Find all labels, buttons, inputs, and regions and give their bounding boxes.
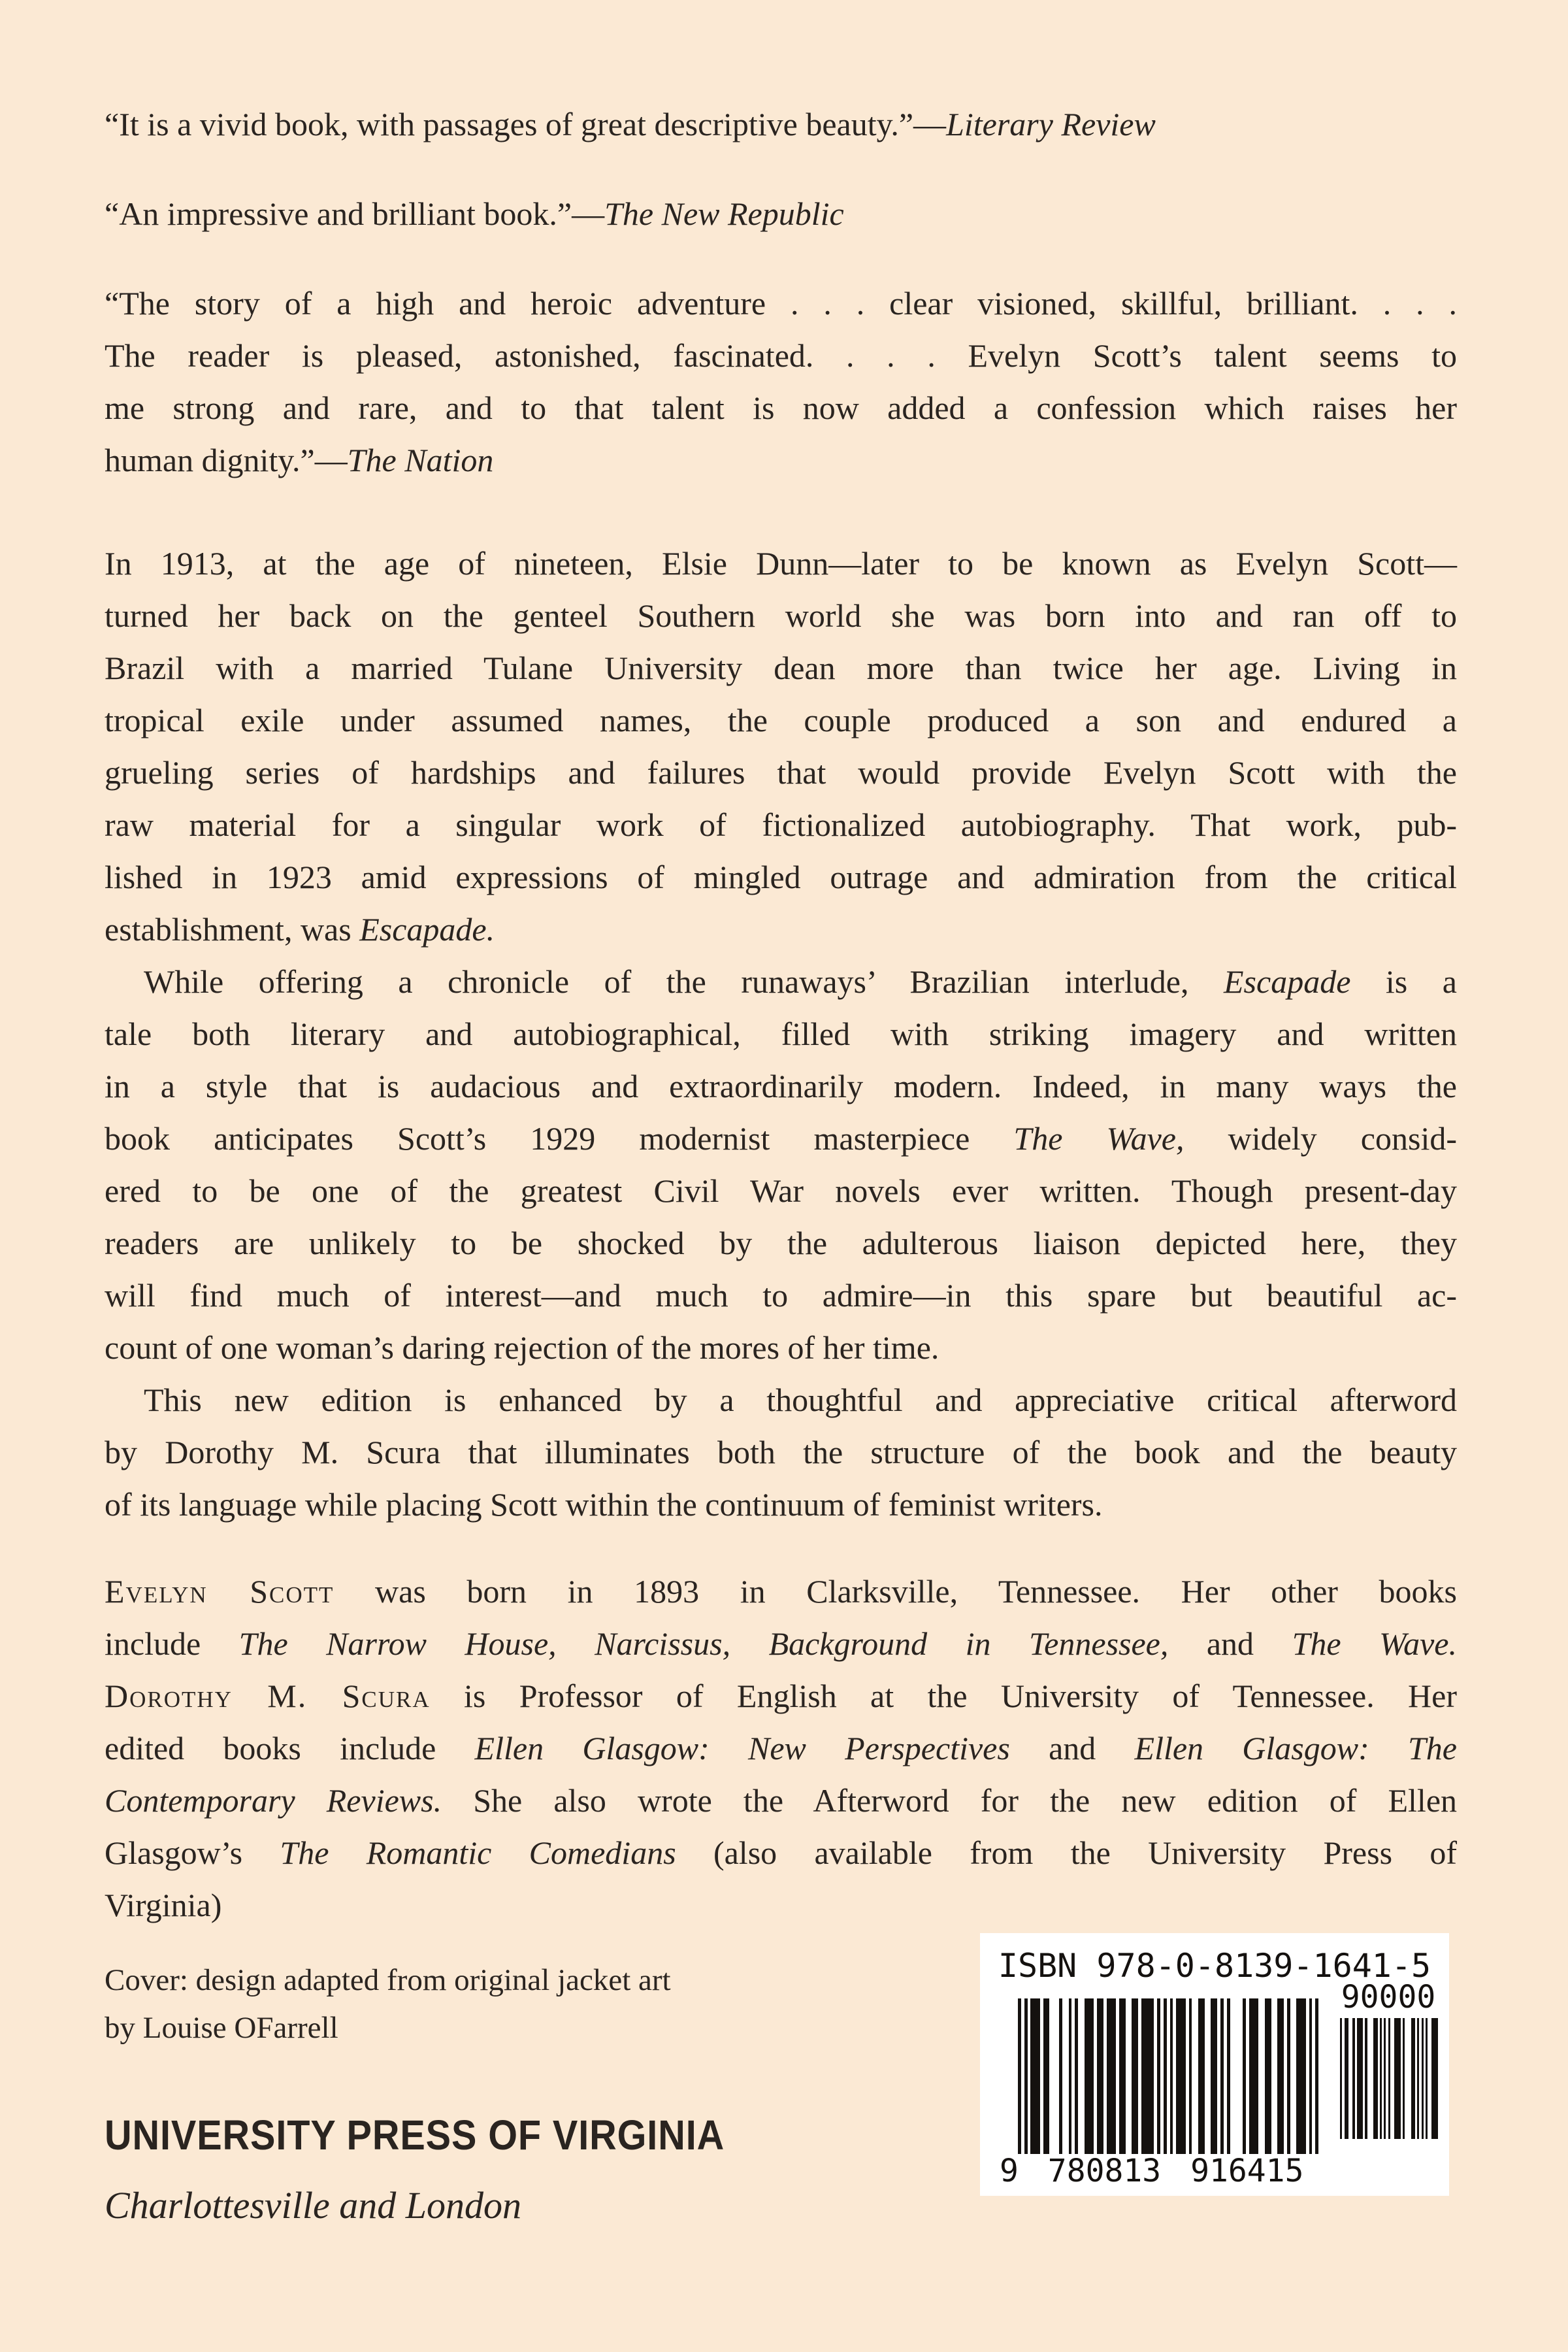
author-bio <box>105 1565 1457 1931</box>
text-segment: grueling series of hardships and failures that would provide Evelyn Scott with the <box>105 754 1457 791</box>
text-line <box>105 329 1457 382</box>
text-segment: by Louise OFarrell <box>105 2011 338 2045</box>
text-segment: This new edition is enhanced by a thoughtful and appreciative critical afterword <box>144 1382 1457 1418</box>
text-segment: human dignity.”— <box>105 442 348 478</box>
text-line <box>105 382 1457 434</box>
publisher-cities: Charlottesville and London <box>105 2184 521 2227</box>
text-line <box>105 642 1457 694</box>
italic-text: Ellen Glasgow: The <box>1134 1730 1458 1766</box>
text-line <box>105 1774 1457 1827</box>
synopsis <box>105 537 1457 1531</box>
text-line <box>105 1165 1457 1217</box>
text-segment: will find much of interest—and much to admire—in this spare but beautiful ac- <box>105 1277 1457 1314</box>
text-segment: book anticipates Scott’s 1929 modernist masterpiece <box>105 1120 1014 1157</box>
text-line <box>105 537 1457 589</box>
text-segment: turned her back on the genteel Southern world she was born into and ran off to <box>105 597 1457 634</box>
text-line <box>105 1321 1457 1374</box>
text-segment: edited books include <box>105 1730 475 1766</box>
italic-text: The Narrow House, Narcissus, Background in Tennessee, <box>238 1625 1169 1662</box>
text-segment: is a <box>1350 963 1457 1000</box>
text-line <box>105 1565 1457 1617</box>
paragraph <box>105 98 1457 150</box>
barcode-main <box>1018 1998 1318 2154</box>
isbn-label: ISBN 978-0-8139-1641-5 <box>998 1947 1431 1985</box>
text-segment: ered to be one of the greatest Civil War novels ever written. Though present-day <box>105 1172 1457 1209</box>
text-segment: In 1913, at the age of nineteen, Elsie Dunn—later to be known as Evelyn Scott— <box>105 545 1457 582</box>
text-line <box>105 1217 1457 1269</box>
barcode-bar <box>1315 1998 1318 2154</box>
text-segment: is Professor of English at the University of Tennessee. Her <box>430 1678 1457 1714</box>
text-segment: raw material for a singular work of fictionalized autobiography. That work, pub- <box>105 806 1457 843</box>
text-line <box>105 1478 1457 1531</box>
text-segment: While offering a chronicle of the runaways’ Brazilian interlude, <box>144 963 1224 1000</box>
italic-text: The Wave. <box>1292 1625 1457 1662</box>
text-segment: readers are unlikely to be shocked by the adulterous liaison depicted here, they <box>105 1225 1457 1261</box>
italic-text: Literary Review <box>946 106 1156 142</box>
text-segment: Virginia) <box>105 1887 222 1923</box>
text-line <box>105 1112 1457 1165</box>
text-line <box>105 1008 1457 1060</box>
text-segment: lished in 1923 amid expressions of mingled outrage and admiration from the critical <box>105 859 1457 895</box>
text-line <box>105 1879 1457 1931</box>
italic-text: Ellen Glasgow: New Perspectives <box>474 1730 1010 1766</box>
text-line <box>105 903 1457 955</box>
text-segment: and <box>1009 1730 1135 1766</box>
smallcaps-text: Dorothy M. Scura <box>105 1678 431 1714</box>
text-line <box>105 799 1457 851</box>
smallcaps-text: Evelyn Scott <box>105 1573 335 1610</box>
text-line <box>105 2004 889 2052</box>
text-line <box>105 1957 889 2004</box>
text-segment: tale both literary and autobiographical, filled with striking imagery and written <box>105 1016 1457 1052</box>
text-line <box>105 1827 1457 1879</box>
paragraph <box>105 955 1457 1374</box>
isbn-box <box>980 1933 1449 2196</box>
text-line <box>105 1269 1457 1321</box>
text-segment: Cover: design adapted from original jacket art <box>105 1963 671 1997</box>
paragraph <box>105 1374 1457 1531</box>
text-line <box>105 1617 1457 1670</box>
text-segment: was born in 1893 in Clarksville, Tennessee. Her other books <box>334 1573 1458 1610</box>
paragraph <box>105 1565 1457 1931</box>
text-segment: (also available from the University Press of <box>676 1834 1457 1871</box>
text-segment: “The story of a high and heroic adventure . . . clear visioned, skillful, brilliant. . . . <box>105 285 1457 322</box>
text-line <box>105 98 1457 150</box>
paragraph <box>105 537 1457 955</box>
cover-credit <box>105 1957 889 2052</box>
italic-text: Escapade. <box>359 911 495 948</box>
italic-text: The Nation <box>347 442 494 478</box>
text-segment: widely consid- <box>1184 1120 1457 1157</box>
text-segment: me strong and rare, and to that talent is now added a confession which raises her <box>105 389 1457 426</box>
text-segment: “An impressive and brilliant book.”— <box>105 195 605 232</box>
italic-text: Escapade <box>1224 963 1351 1000</box>
text-segment: and <box>1168 1625 1292 1662</box>
paragraph <box>105 188 1457 240</box>
italic-text: The Romantic Comedians <box>280 1834 676 1871</box>
barcode-bar <box>1436 2018 1438 2139</box>
barcode-addon-value: 90000 <box>1341 1979 1436 2015</box>
text-segment: Glasgow’s <box>105 1834 280 1871</box>
text-segment: tropical exile under assumed names, the couple produced a son and endured a <box>105 702 1457 738</box>
text-segment: count of one woman’s daring rejection of the mores of her time. <box>105 1329 939 1366</box>
text-segment: “It is a vivid book, with passages of great descriptive beauty.”— <box>105 106 947 142</box>
text-line <box>105 277 1457 329</box>
publisher-name: UNIVERSITY PRESS OF VIRGINIA <box>105 2112 725 2159</box>
text-segment: Brazil with a married Tulane University dean more than twice her age. Living in <box>105 650 1457 686</box>
barcode-addon <box>1338 2018 1438 2139</box>
text-line <box>105 1426 1457 1478</box>
text-segment: establishment, was <box>105 911 360 948</box>
text-segment: include <box>105 1625 239 1662</box>
barcode-digits: 9 780813 916415 <box>1000 2153 1304 2189</box>
text-segment: She also wrote the Afterword for the new edition of Ellen <box>442 1782 1458 1819</box>
text-line <box>105 851 1457 903</box>
paragraph <box>105 277 1457 486</box>
text-segment: in a style that is audacious and extraordinarily modern. Indeed, in many ways the <box>105 1068 1457 1104</box>
text-segment: The reader is pleased, astonished, fascinated. . . . Evelyn Scott’s talent seems to <box>105 337 1457 374</box>
review-quotes <box>105 98 1457 523</box>
text-line <box>105 1670 1457 1722</box>
text-segment: of its language while placing Scott within the continuum of feminist writers. <box>105 1486 1103 1523</box>
italic-text: The New Republic <box>604 195 844 232</box>
text-line <box>105 1722 1457 1774</box>
text-line <box>105 1374 1457 1426</box>
italic-text: The Wave, <box>1013 1120 1184 1157</box>
text-line <box>105 434 1457 486</box>
text-line <box>105 955 1457 1008</box>
text-line <box>105 589 1457 642</box>
text-line <box>105 746 1457 799</box>
text-line <box>105 188 1457 240</box>
text-segment: by Dorothy M. Scura that illuminates both the structure of the book and the beauty <box>105 1434 1457 1470</box>
paragraph <box>105 1957 889 2052</box>
italic-text: Contemporary Reviews. <box>105 1782 442 1819</box>
text-line <box>105 694 1457 746</box>
text-line <box>105 1060 1457 1112</box>
